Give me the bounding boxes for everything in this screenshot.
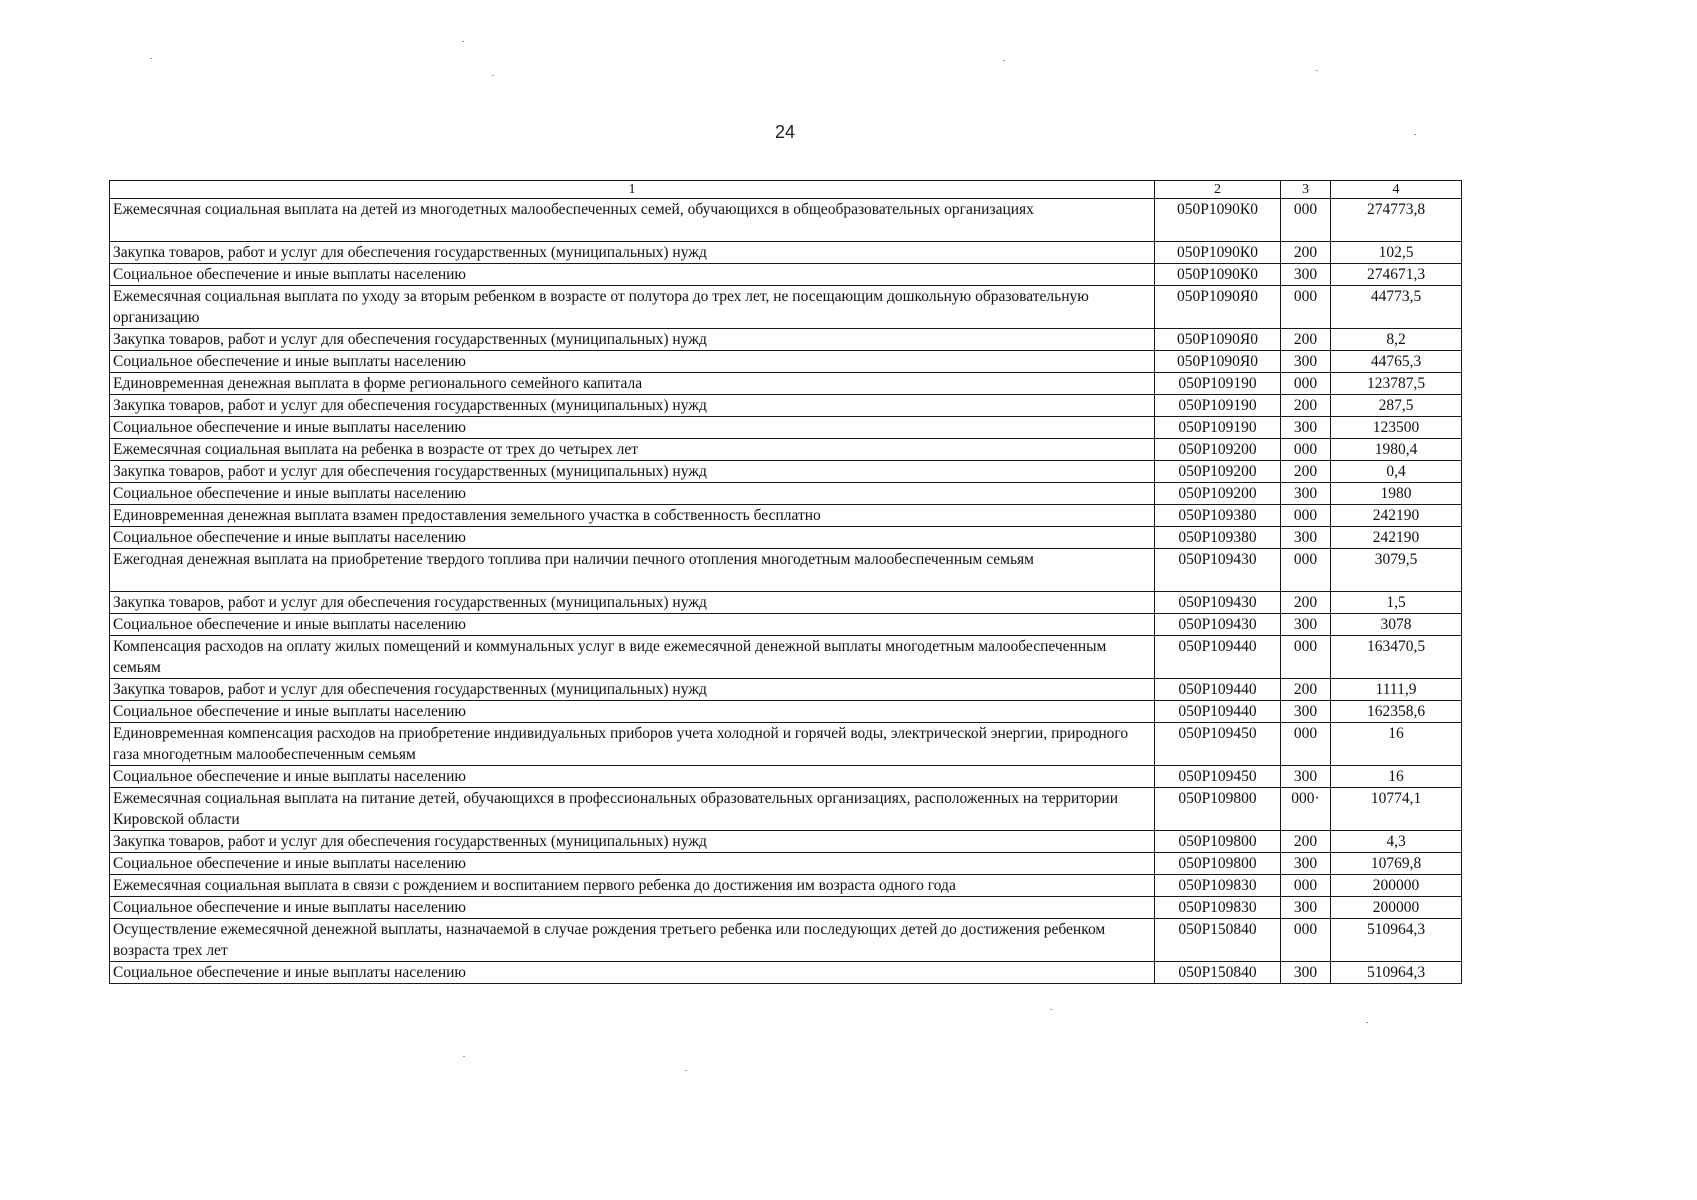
row-name-cell: Ежегодная денежная выплата на приобретение твердого топлива при наличии печного отопления многодетным малообеспеченным семьям — [110, 549, 1155, 592]
row-name-cell: Социальное обеспечение и иные выплаты населению — [110, 962, 1155, 984]
row-code-cell: 050Р1090К0 — [1155, 242, 1281, 264]
row-sum-cell: 44773,5 — [1331, 286, 1462, 329]
table-row — [110, 373, 1462, 395]
row-sum-cell: 1980,4 — [1331, 439, 1462, 461]
row-kind-cell: 000 — [1281, 636, 1331, 679]
table-row — [110, 199, 1462, 242]
row-kind-cell: 300 — [1281, 264, 1331, 286]
row-code-cell: 050Р109800 — [1155, 853, 1281, 875]
row-code-cell: 050Р150840 — [1155, 919, 1281, 962]
row-code-cell: 050Р109440 — [1155, 701, 1281, 723]
table-row — [110, 264, 1462, 286]
column-header-kind: 3 — [1281, 181, 1331, 199]
scan-speck — [492, 75, 494, 76]
scan-speck — [1366, 1022, 1368, 1023]
row-kind-cell: 300 — [1281, 351, 1331, 373]
budget-table — [109, 180, 1462, 984]
row-kind-cell: 200 — [1281, 831, 1331, 853]
table-row — [110, 505, 1462, 527]
row-code-cell: 050Р109800 — [1155, 788, 1281, 831]
row-sum-cell: 10774,1 — [1331, 788, 1462, 831]
row-code-cell: 050Р150840 — [1155, 962, 1281, 984]
row-code-cell: 050Р1090К0 — [1155, 264, 1281, 286]
row-code-cell: 050Р109380 — [1155, 527, 1281, 549]
row-kind-cell: 300 — [1281, 527, 1331, 549]
row-name-cell: Единовременная компенсация расходов на приобретение индивидуальных приборов учета холодной и горячей воды, электрической энергии, природного газа многодетным малообеспеченным семьям — [110, 723, 1155, 766]
row-kind-cell: 000 — [1281, 373, 1331, 395]
table-row — [110, 788, 1462, 831]
row-sum-cell: 3079,5 — [1331, 549, 1462, 592]
row-kind-cell: 300 — [1281, 483, 1331, 505]
row-kind-cell: 200 — [1281, 592, 1331, 614]
row-code-cell: 050Р109450 — [1155, 766, 1281, 788]
column-header-name: 1 — [110, 181, 1155, 199]
row-name-cell: Закупка товаров, работ и услуг для обеспечения государственных (муниципальных) нужд — [110, 395, 1155, 417]
row-code-cell: 050Р109190 — [1155, 373, 1281, 395]
row-name-cell: Закупка товаров, работ и услуг для обеспечения государственных (муниципальных) нужд — [110, 592, 1155, 614]
row-name-cell: Социальное обеспечение и иные выплаты населению — [110, 417, 1155, 439]
budget-table-sheet — [109, 180, 1461, 984]
row-name-cell: Социальное обеспечение и иные выплаты населению — [110, 614, 1155, 636]
row-kind-cell: 000· — [1281, 788, 1331, 831]
row-name-cell: Закупка товаров, работ и услуг для обеспечения государственных (муниципальных) нужд — [110, 329, 1155, 351]
table-row — [110, 636, 1462, 679]
row-code-cell: 050Р109800 — [1155, 831, 1281, 853]
row-code-cell: 050Р109200 — [1155, 461, 1281, 483]
row-name-cell: Социальное обеспечение и иные выплаты населению — [110, 701, 1155, 723]
row-kind-cell: 000 — [1281, 199, 1331, 242]
row-sum-cell: 3078 — [1331, 614, 1462, 636]
table-row — [110, 831, 1462, 853]
row-name-cell: Осуществление ежемесячной денежной выплаты, назначаемой в случае рождения третьего ребенка или последующих детей до достижения ребенком возраста трех лет — [110, 919, 1155, 962]
row-kind-cell: 200 — [1281, 329, 1331, 351]
row-name-cell: Единовременная денежная выплата взамен предоставления земельного участка в собственность бесплатно — [110, 505, 1155, 527]
row-kind-cell: 300 — [1281, 853, 1331, 875]
row-sum-cell: 510964,3 — [1331, 962, 1462, 984]
scan-speck — [1003, 60, 1005, 61]
table-row — [110, 329, 1462, 351]
row-sum-cell: 163470,5 — [1331, 636, 1462, 679]
row-kind-cell: 000 — [1281, 723, 1331, 766]
table-row — [110, 242, 1462, 264]
table-row — [110, 286, 1462, 329]
row-sum-cell: 44765,3 — [1331, 351, 1462, 373]
table-row — [110, 766, 1462, 788]
row-code-cell: 050Р109200 — [1155, 439, 1281, 461]
row-sum-cell: 123500 — [1331, 417, 1462, 439]
row-sum-cell: 274671,3 — [1331, 264, 1462, 286]
row-code-cell: 050Р1090Я0 — [1155, 286, 1281, 329]
row-sum-cell: 10769,8 — [1331, 853, 1462, 875]
scan-speck — [685, 1070, 687, 1071]
row-kind-cell: 200 — [1281, 461, 1331, 483]
row-code-cell: 050Р109200 — [1155, 483, 1281, 505]
row-code-cell: 050Р109430 — [1155, 549, 1281, 592]
column-header-code: 2 — [1155, 181, 1281, 199]
table-row — [110, 527, 1462, 549]
row-kind-cell: 000 — [1281, 286, 1331, 329]
table-row — [110, 483, 1462, 505]
row-name-cell: Компенсация расходов на оплату жилых помещений и коммунальных услуг в виде ежемесячной денежной выплаты многодетным малообеспеченным семьям — [110, 636, 1155, 679]
row-kind-cell: 000 — [1281, 875, 1331, 897]
scan-speck — [1414, 134, 1416, 135]
row-sum-cell: 1111,9 — [1331, 679, 1462, 701]
row-name-cell: Социальное обеспечение и иные выплаты населению — [110, 897, 1155, 919]
row-code-cell: 050Р109430 — [1155, 614, 1281, 636]
table-row — [110, 351, 1462, 373]
row-sum-cell: 274773,8 — [1331, 199, 1462, 242]
row-name-cell: Ежемесячная социальная выплата на ребенка в возрасте от трех до четырех лет — [110, 439, 1155, 461]
row-code-cell: 050Р109830 — [1155, 875, 1281, 897]
row-name-cell: Социальное обеспечение и иные выплаты населению — [110, 351, 1155, 373]
row-name-cell: Социальное обеспечение и иные выплаты населению — [110, 853, 1155, 875]
row-name-cell: Социальное обеспечение и иные выплаты населению — [110, 527, 1155, 549]
table-row — [110, 853, 1462, 875]
row-kind-cell: 200 — [1281, 679, 1331, 701]
row-kind-cell: 300 — [1281, 766, 1331, 788]
row-sum-cell: 123787,5 — [1331, 373, 1462, 395]
row-name-cell: Закупка товаров, работ и услуг для обеспечения государственных (муниципальных) нужд — [110, 831, 1155, 853]
row-name-cell: Ежемесячная социальная выплата на детей из многодетных малообеспеченных семей, обучающихся в общеобразовательных организациях — [110, 199, 1155, 242]
row-code-cell: 050Р109380 — [1155, 505, 1281, 527]
scan-speck — [1316, 70, 1318, 71]
row-kind-cell: 300 — [1281, 417, 1331, 439]
row-kind-cell: 200 — [1281, 242, 1331, 264]
table-row — [110, 549, 1462, 592]
row-sum-cell: 242190 — [1331, 527, 1462, 549]
row-sum-cell: 1980 — [1331, 483, 1462, 505]
row-name-cell: Единовременная денежная выплата в форме регионального семейного капитала — [110, 373, 1155, 395]
row-code-cell: 050Р109190 — [1155, 417, 1281, 439]
row-code-cell: 050Р109430 — [1155, 592, 1281, 614]
row-name-cell: Закупка товаров, работ и услуг для обеспечения государственных (муниципальных) нужд — [110, 242, 1155, 264]
row-sum-cell: 4,3 — [1331, 831, 1462, 853]
row-kind-cell: 000 — [1281, 439, 1331, 461]
row-sum-cell: 16 — [1331, 723, 1462, 766]
row-name-cell: Закупка товаров, работ и услуг для обеспечения государственных (муниципальных) нужд — [110, 461, 1155, 483]
table-row — [110, 439, 1462, 461]
scan-speck — [463, 1056, 465, 1057]
table-row — [110, 395, 1462, 417]
row-kind-cell: 300 — [1281, 962, 1331, 984]
table-header-row — [110, 181, 1462, 199]
table-row — [110, 592, 1462, 614]
row-sum-cell: 162358,6 — [1331, 701, 1462, 723]
row-name-cell: Социальное обеспечение и иные выплаты населению — [110, 264, 1155, 286]
row-sum-cell: 102,5 — [1331, 242, 1462, 264]
table-row — [110, 417, 1462, 439]
scan-speck — [1050, 1009, 1052, 1010]
row-sum-cell: 200000 — [1331, 897, 1462, 919]
row-code-cell: 050Р109830 — [1155, 897, 1281, 919]
scan-speck — [462, 41, 464, 42]
table-row — [110, 919, 1462, 962]
row-sum-cell: 510964,3 — [1331, 919, 1462, 962]
row-sum-cell: 242190 — [1331, 505, 1462, 527]
row-kind-cell: 200 — [1281, 395, 1331, 417]
table-row — [110, 679, 1462, 701]
row-kind-cell: 000 — [1281, 549, 1331, 592]
row-code-cell: 050Р1090Я0 — [1155, 351, 1281, 373]
row-sum-cell: 0,4 — [1331, 461, 1462, 483]
table-row — [110, 461, 1462, 483]
row-sum-cell: 200000 — [1331, 875, 1462, 897]
table-row — [110, 875, 1462, 897]
table-row — [110, 614, 1462, 636]
row-kind-cell: 300 — [1281, 614, 1331, 636]
row-name-cell: Ежемесячная социальная выплата в связи с рождением и воспитанием первого ребенка до достижения им возраста одного года — [110, 875, 1155, 897]
row-name-cell: Социальное обеспечение и иные выплаты населению — [110, 766, 1155, 788]
row-code-cell: 050Р1090К0 — [1155, 199, 1281, 242]
table-row — [110, 701, 1462, 723]
row-code-cell: 050Р1090Я0 — [1155, 329, 1281, 351]
column-header-sum: 4 — [1331, 181, 1462, 199]
page-number: 24 — [774, 122, 796, 142]
table-row — [110, 723, 1462, 766]
row-name-cell: Ежемесячная социальная выплата на питание детей, обучающихся в профессиональных образовательных организациях, расположенных на территории Кировской области — [110, 788, 1155, 831]
row-name-cell: Закупка товаров, работ и услуг для обеспечения государственных (муниципальных) нужд — [110, 679, 1155, 701]
row-sum-cell: 16 — [1331, 766, 1462, 788]
row-name-cell: Ежемесячная социальная выплата по уходу за вторым ребенком в возрасте от полутора до трех лет, не посещающим дошкольную образовательную организацию — [110, 286, 1155, 329]
row-kind-cell: 300 — [1281, 897, 1331, 919]
row-code-cell: 050Р109440 — [1155, 679, 1281, 701]
row-sum-cell: 8,2 — [1331, 329, 1462, 351]
row-name-cell: Социальное обеспечение и иные выплаты населению — [110, 483, 1155, 505]
row-code-cell: 050Р109440 — [1155, 636, 1281, 679]
table-row — [110, 962, 1462, 984]
row-sum-cell: 287,5 — [1331, 395, 1462, 417]
scan-speck — [150, 58, 152, 59]
row-code-cell: 050Р109190 — [1155, 395, 1281, 417]
row-sum-cell: 1,5 — [1331, 592, 1462, 614]
table-row — [110, 897, 1462, 919]
row-kind-cell: 000 — [1281, 505, 1331, 527]
row-kind-cell: 000 — [1281, 919, 1331, 962]
row-code-cell: 050Р109450 — [1155, 723, 1281, 766]
row-kind-cell: 300 — [1281, 701, 1331, 723]
